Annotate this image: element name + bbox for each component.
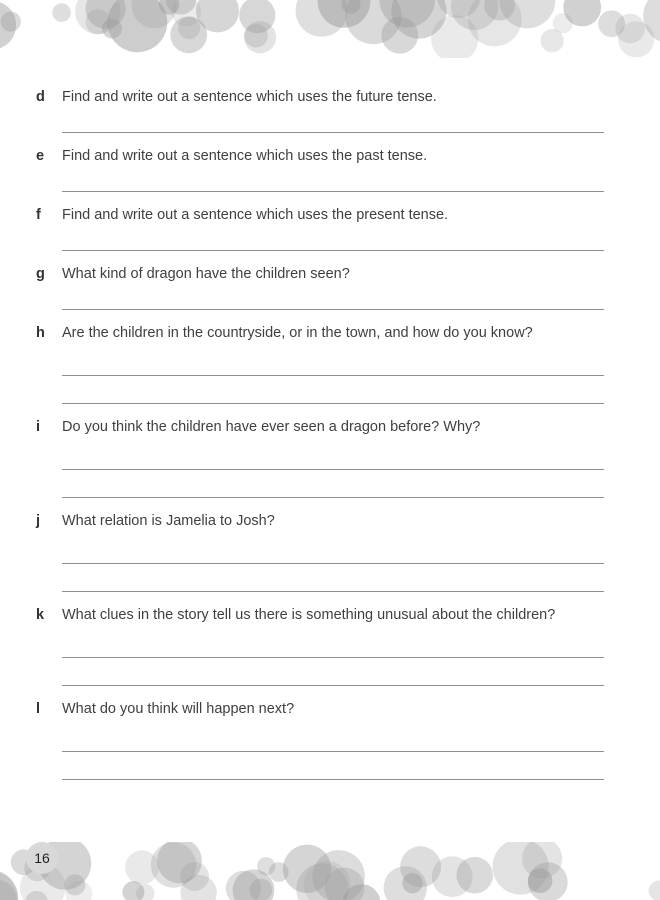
- question-row: [36, 700, 604, 718]
- decorative-bubbles-top: [0, 0, 660, 58]
- question-letter: k: [36, 607, 45, 623]
- questions-section: [36, 58, 604, 780]
- question-text: Find and write out a sentence which uses the past tense.: [62, 148, 428, 164]
- question-letter: f: [36, 207, 41, 223]
- answer-line: [62, 469, 604, 470]
- answer-line: [62, 563, 604, 564]
- question-letter: h: [36, 325, 45, 341]
- question-item: [36, 324, 604, 404]
- answer-line: [62, 657, 604, 658]
- question-text: What clues in the story tell us there is something unusual about the children?: [62, 607, 556, 623]
- question-letter: j: [36, 513, 41, 529]
- answer-line: [62, 309, 604, 310]
- answer-line: [62, 751, 604, 752]
- question-item: [36, 265, 604, 310]
- answer-line: [62, 403, 604, 404]
- question-item: [36, 606, 604, 686]
- question-row: [36, 147, 604, 165]
- answer-line: [62, 132, 604, 133]
- answer-line: [62, 591, 604, 592]
- question-text: Find and write out a sentence which uses the future tense.: [62, 89, 437, 105]
- answer-line: [62, 375, 604, 376]
- question-item: [36, 700, 604, 780]
- question-row: [36, 606, 604, 624]
- question-row: [36, 512, 604, 530]
- question-text: Do you think the children have ever seen a dragon before? Why?: [62, 419, 481, 435]
- answer-line: [62, 779, 604, 780]
- page-number-badge: [26, 842, 58, 874]
- question-item: [36, 418, 604, 498]
- question-letter: g: [36, 266, 45, 282]
- question-text: What relation is Jamelia to Josh?: [62, 513, 275, 529]
- question-item: [36, 147, 604, 192]
- question-letter: e: [36, 148, 45, 164]
- answer-line: [62, 250, 604, 251]
- question-letter: d: [36, 89, 45, 105]
- question-text: What kind of dragon have the children seen?: [62, 266, 350, 282]
- decorative-bubbles-bottom: [0, 842, 660, 900]
- question-row: [36, 324, 604, 342]
- question-row: [36, 88, 604, 106]
- question-row: [36, 206, 604, 224]
- question-item: [36, 88, 604, 133]
- answer-line: [62, 191, 604, 192]
- question-letter: i: [36, 419, 41, 435]
- question-item: [36, 206, 604, 251]
- question-item: [36, 512, 604, 592]
- answer-line: [62, 497, 604, 498]
- question-row: [36, 418, 604, 436]
- question-letter: l: [36, 701, 41, 717]
- question-text: Find and write out a sentence which uses the present tense.: [62, 207, 449, 223]
- page-number: 16: [34, 850, 50, 866]
- answer-line: [62, 685, 604, 686]
- question-text: Are the children in the countryside, or in the town, and how do you know?: [62, 325, 533, 341]
- question-row: [36, 265, 604, 283]
- question-text: What do you think will happen next?: [62, 701, 295, 717]
